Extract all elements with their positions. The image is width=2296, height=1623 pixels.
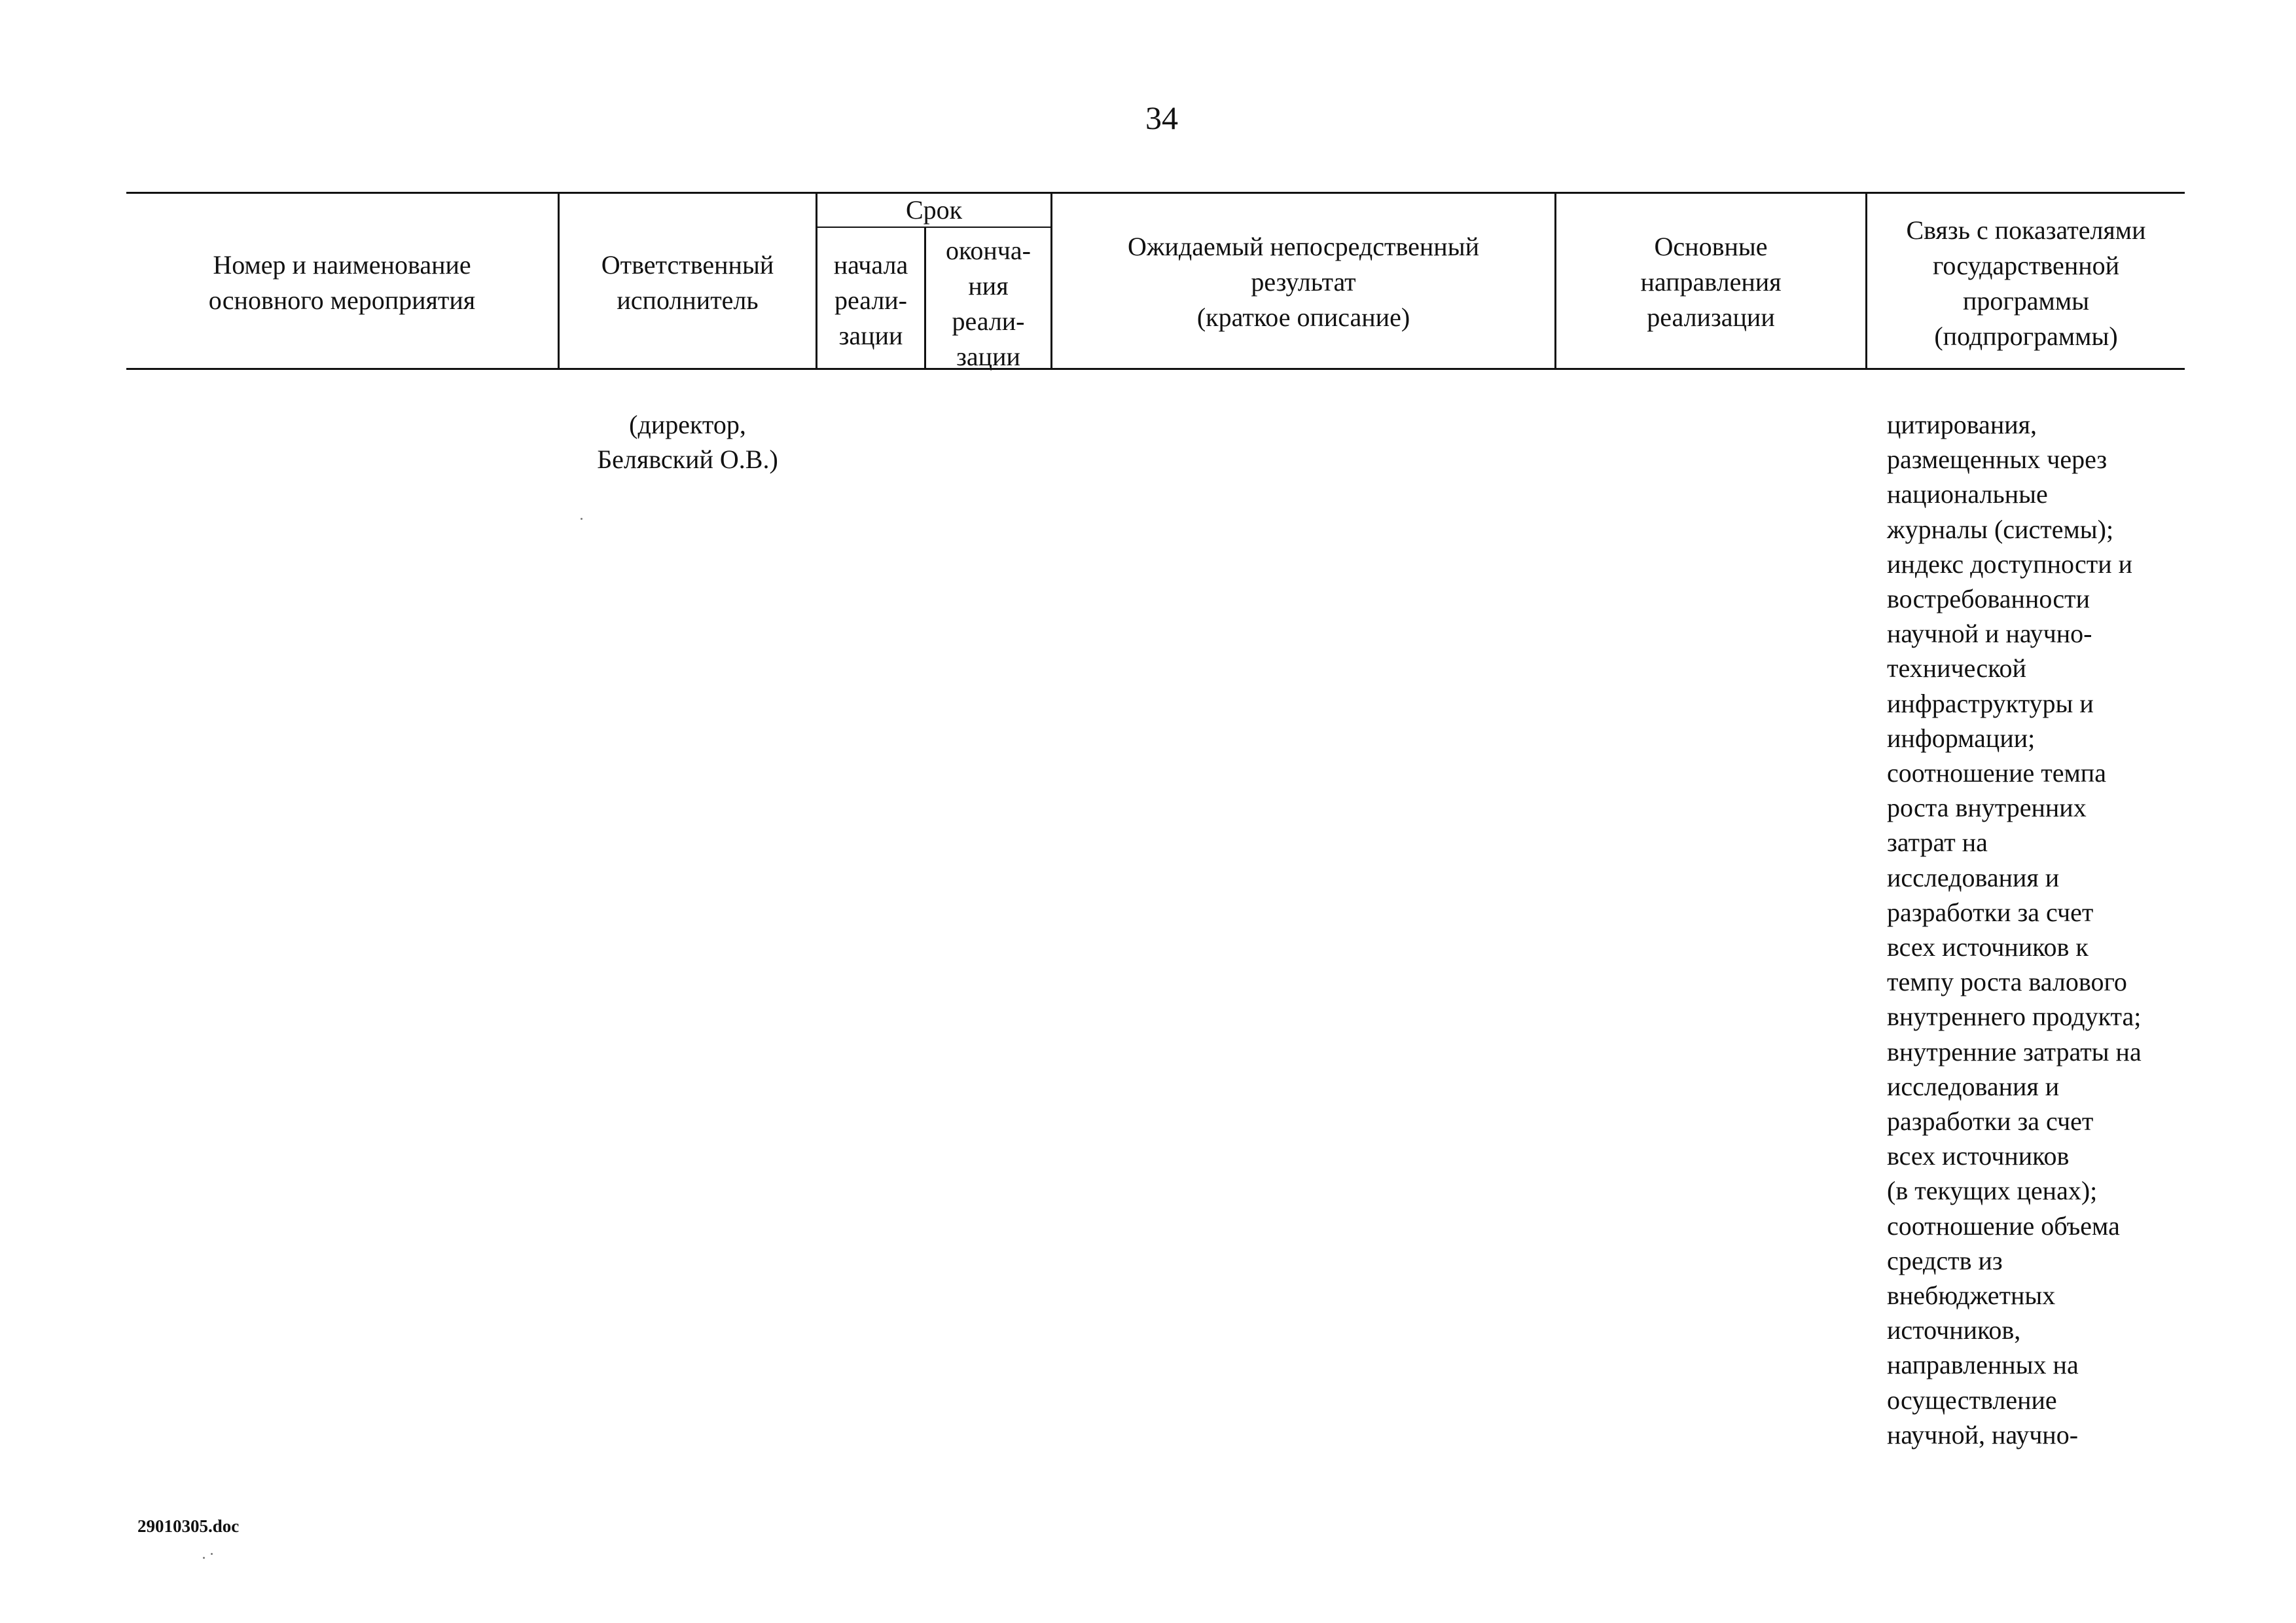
table-top-rule (126, 192, 2185, 194)
row-indicators: цитирования, размещенных через национальные журналы (системы); индекс доступности и востребованности научной и научно- технической инфраструктуры и информации; соотношение темпа роста внутренних затрат на исследования и разработки за счет всех источников к темпу роста валового внутреннего продукта; внутренние затраты на исследования и разработки за счет всех источников (в текущих ценах); соотношение объема средств из внебюджетных источников, направленных на осуществление научной, научно- (1887, 410, 2142, 1450)
header-term-start: начала реали- зации (833, 250, 908, 350)
header-responsible-executor: Ответственный исполнитель (601, 250, 774, 315)
scan-speck (203, 1557, 205, 1559)
term-subdivider (816, 227, 1050, 228)
document-filename: 29010305.doc (137, 1516, 240, 1536)
scan-speck (211, 1553, 213, 1555)
header-program-indicators: Связь с показателями государственной программы (подпрограммы) (1906, 215, 2146, 351)
header-term: Срок (905, 195, 963, 225)
header-activity-name: Номер и наименование основного мероприятия (208, 250, 476, 315)
page-number: 34 (1145, 100, 1178, 136)
header-bottom-rule (126, 368, 2185, 370)
scan-speck (581, 518, 583, 520)
header-term-end: оконча- ния реали- зации (946, 236, 1031, 371)
header-main-directions: Основные направления реализации (1640, 232, 1782, 332)
row-executor: (директор, Белявский О.В.) (597, 410, 778, 475)
header-expected-result: Ожидаемый непосредственный результат (краткое описание) (1127, 232, 1479, 332)
